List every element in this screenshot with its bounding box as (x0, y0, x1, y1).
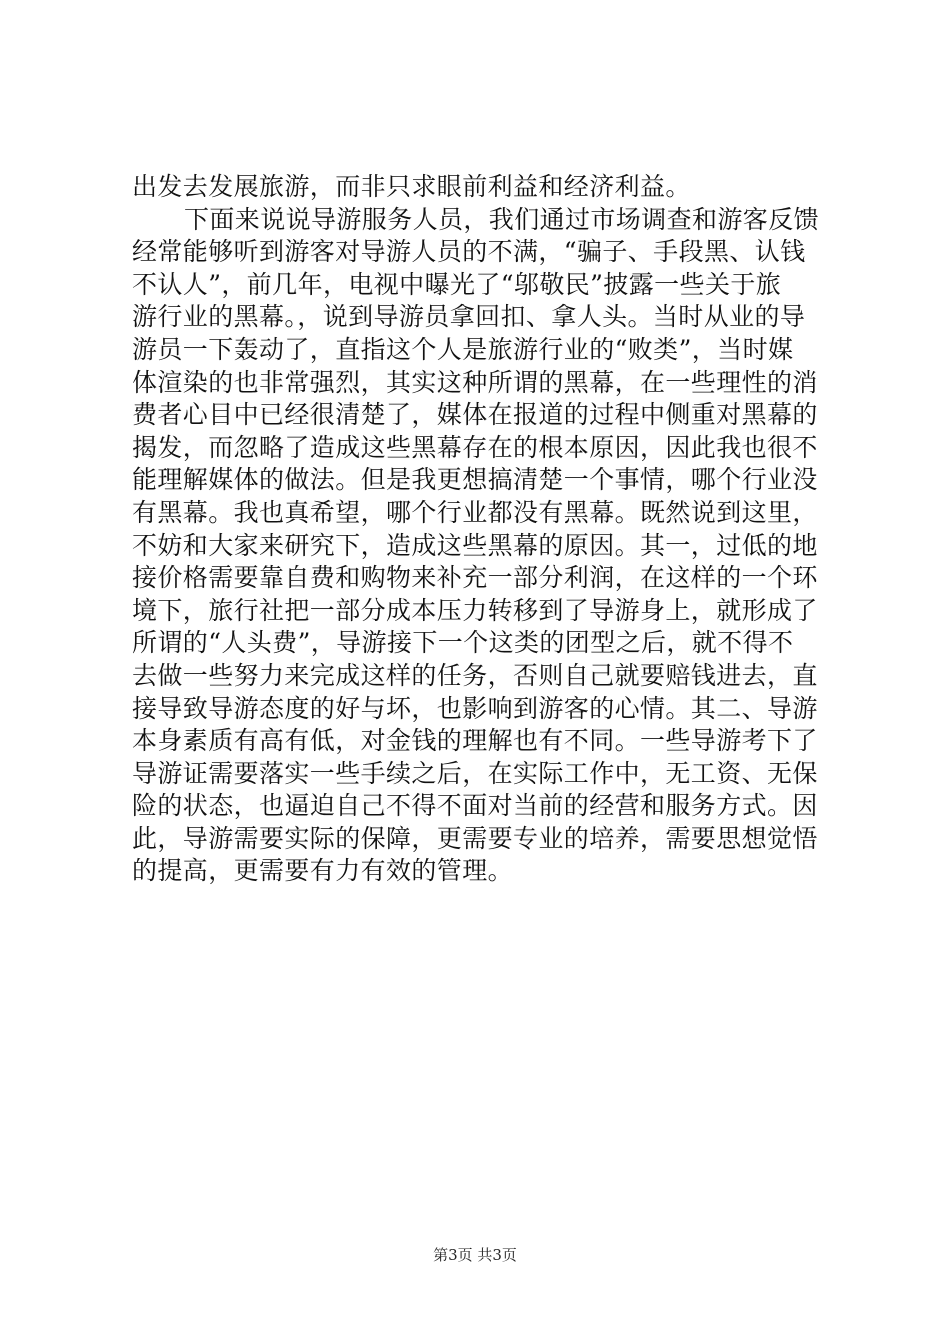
text-line: 本身素质有高有低，对金钱的理解也有不同。一些导游考下了 (132, 726, 818, 756)
text-line: 能理解媒体的做法。但是我更想搞清楚一个事情，哪个行业没 (132, 465, 818, 495)
text-line: 险的状态，也逼迫自己不得不面对当前的经营和服务方式。因 (132, 791, 818, 821)
text-line: 有黑幕。我也真希望，哪个行业都没有黑幕。既然说到这里， (132, 497, 818, 527)
text-line: 的提高，更需要有力有效的管理。 (132, 856, 514, 886)
text-line: 经常能够听到游客对导游人员的不满，“骗子、手段黑、认钱 (132, 237, 806, 267)
text-line: 境下，旅行社把一部分成本压力转移到了导游身上，就形成了 (132, 595, 818, 625)
text-line: 出发去发展旅游，而非只求眼前利益和经济利益。 (132, 172, 691, 201)
text-line: 体渲染的也非常强烈，其实这种所谓的黑幕，在一些理性的消 (132, 367, 818, 397)
text-line: 导游证需要落实一些手续之后，在实际工作中，无工资、无保 (132, 758, 818, 788)
text-line: 游员一下轰动了，直指这个人是旅游行业的“败类”，当时媒 (132, 334, 794, 364)
text-line: 所谓的“人头费”，导游接下一个这类的团型之后，就不得不 (132, 628, 794, 658)
text-line: 接导致导游态度的好与坏，也影响到游客的心情。其二、导游 (132, 693, 818, 723)
text-line: 揭发，而忽略了造成这些黑幕存在的根本原因，因此我也很不 (132, 432, 818, 462)
text-line: 不认人”，前几年，电视中曝光了“邬敬民”披露一些关于旅 (132, 269, 782, 299)
text-line: 此，导游需要实际的保障，更需要专业的培养，需要思想觉悟 (132, 823, 818, 853)
page-number-footer: 第3页 共3页 (433, 1246, 517, 1264)
body-text (132, 171, 822, 888)
text-line: 费者心目中已经很清楚了，媒体在报道的过程中侧重对黑幕的 (132, 400, 818, 430)
text-line: 去做一些努力来完成这样的任务，否则自己就要赔钱进去，直 (132, 660, 818, 690)
text-line: 不妨和大家来研究下，造成这些黑幕的原因。其一，过低的地 (132, 530, 818, 560)
text-line-paragraph-start: 下面来说说导游服务人员，我们通过市场调查和游客反馈 (184, 204, 820, 234)
text-line: 接价格需要靠自费和购物来补充一部分利润，在这样的一个环 (132, 563, 818, 593)
text-line: 游行业的黑幕。，说到导游员拿回扣、拿人头。当时从业的导 (132, 302, 806, 332)
